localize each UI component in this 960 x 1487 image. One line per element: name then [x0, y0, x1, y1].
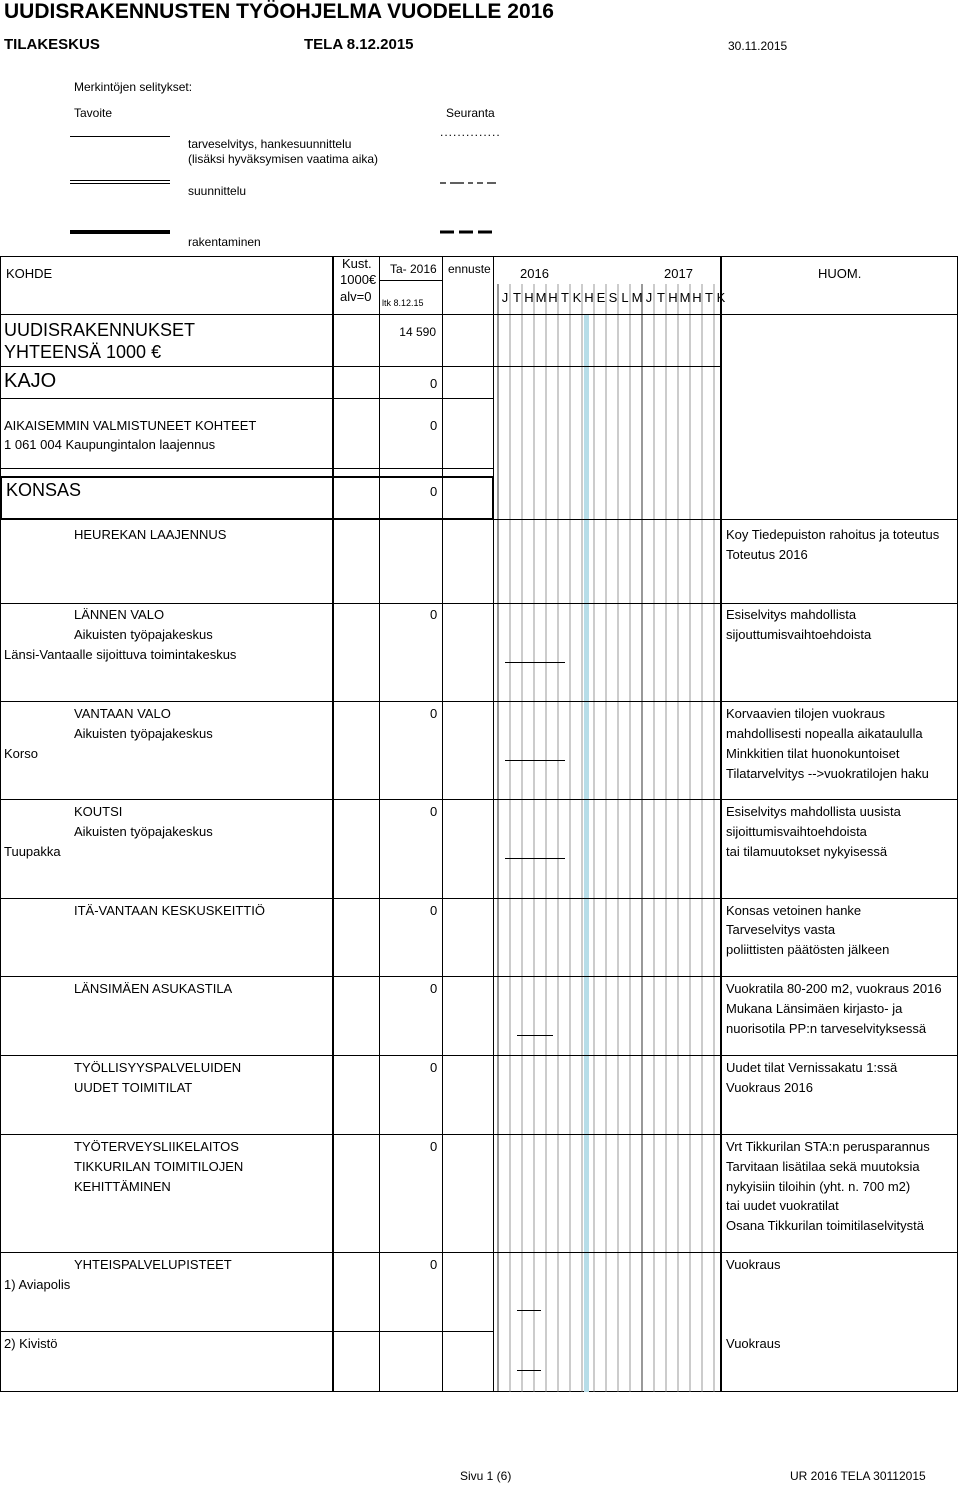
project-note: Tilatarvelvitys -->vuokratilojen haku [726, 766, 929, 781]
project-note: Mukana Länsimäen kirjasto- ja [726, 1001, 903, 1016]
row-sep-6 [0, 1055, 958, 1056]
legend-line-planning-study [70, 136, 170, 137]
project-title: TYÖTERVEYSLIIKELAITOS [74, 1139, 239, 1154]
project-note: Esiselvitys mahdollista [726, 607, 857, 622]
project-subtitle: Aikuisten työpajakeskus [74, 627, 213, 642]
project-note: Vuokraus [726, 1336, 781, 1351]
schedule-bar-study [505, 858, 565, 859]
row-sep-2 [0, 701, 958, 702]
project-location: Korso [4, 746, 38, 761]
document-ref: UR 2016 TELA 30112015 [790, 1469, 926, 1483]
col-sep-kohde [332, 256, 334, 1392]
legend-tracking: Seuranta [446, 106, 495, 120]
project-value: 0 [430, 607, 438, 622]
project-note: Vuokraus 2016 [726, 1080, 813, 1095]
project-value: 0 [430, 1139, 438, 1154]
legend-item1-line1: tarveselvitys, hankesuunnittelu [188, 137, 352, 151]
project-note: sijoittumisvaihtoehdoista [726, 824, 867, 839]
row-sep-kivisto [0, 1331, 494, 1332]
earlier-item: 1 061 004 Kaupungintalon laajennus [4, 437, 216, 452]
project-note: Vuokratila 80-200 m2, vuokraus 2016 [726, 981, 942, 996]
project-value: 0 [430, 1060, 438, 1075]
summary-title-line2: YHTEENSÄ 1000 € [4, 342, 162, 362]
col-header-huom: HUOM. [818, 266, 862, 281]
month-label: L [621, 290, 629, 305]
project-note: mahdollisesti nopealla aikataululla [726, 726, 923, 741]
earlier-label: AIKAISEMMIN VALMISTUNEET KOHTEET [4, 418, 257, 433]
project-subtitle: 2) Kivistö [4, 1336, 58, 1351]
month-label: E [596, 290, 606, 305]
col-header-ennuste: ennuste [448, 262, 491, 276]
earlier-bottom-line [0, 468, 494, 469]
project-note: Osana Tikkurilan toimitilaselvitystä [726, 1218, 924, 1233]
project-value: 0 [430, 1257, 438, 1272]
month-label: T [705, 290, 713, 305]
month-label: S [608, 290, 618, 305]
legend-title: Merkintöjen selitykset: [74, 80, 193, 94]
row-sep-5 [0, 976, 958, 977]
kajo-bottom-line [0, 398, 494, 399]
project-title: LÄNNEN VALO [74, 607, 165, 622]
project-title: YHTEISPALVELUPISTEET [74, 1257, 232, 1272]
project-subtitle: UUDET TOIMITILAT [74, 1080, 193, 1095]
legend-line-construction [70, 230, 170, 234]
project-note: Tarveselvitys vasta [726, 922, 836, 937]
project-note: Uudet tilat Vernissakatu 1:ssä [726, 1060, 898, 1075]
earlier-value: 0 [430, 418, 438, 433]
schedule-bar-study [517, 1310, 541, 1311]
project-subtitle: Aikuisten työpajakeskus [74, 824, 213, 839]
col-sep-ta [442, 256, 443, 1392]
project-location: Tuupakka [4, 844, 61, 859]
project-subtitle: KEHITTÄMINEN [74, 1179, 171, 1194]
project-subtitle: Aikuisten työpajakeskus [74, 726, 213, 741]
summary-bottom-line [0, 366, 722, 367]
month-label: T [657, 290, 665, 305]
project-title: LÄNSIMÄEN ASUKASTILA [74, 981, 233, 996]
project-value: 0 [430, 804, 438, 819]
project-note: tai uudet vuokratilat [726, 1198, 839, 1213]
month-label: H [548, 290, 558, 305]
month-label: H [692, 290, 702, 305]
project-value: 0 [430, 903, 438, 918]
legend-line-design-top [70, 180, 170, 181]
project-note: Vuokraus [726, 1257, 781, 1272]
month-label: T [561, 290, 569, 305]
document-title: UUDISRAKENNUSTEN TYÖOHJELMA VUODELLE 2016 [4, 0, 554, 23]
unit-label: TILAKESKUS [4, 36, 100, 53]
project-note: tai tilamuutokset nykyisessä [726, 844, 888, 859]
ta-sep-line [380, 280, 443, 281]
project-note: Tarvitaan lisätilaa sekä muutoksia [726, 1159, 920, 1174]
month-label: K [572, 290, 582, 305]
project-subtitle: TIKKURILAN TOIMITILOJEN [74, 1159, 244, 1174]
kajo-label: KAJO [4, 370, 57, 392]
legend-thick-dashed-marker [440, 229, 496, 235]
project-title: ITÄ-VANTAAN KESKUSKEITTIÖ [74, 903, 265, 918]
schedule-bar-study [505, 662, 565, 663]
document-date: 30.11.2015 [728, 39, 788, 53]
konsas-value: 0 [430, 484, 438, 499]
row-sep-8 [0, 1252, 958, 1253]
page-number: Sivu 1 (6) [460, 1469, 512, 1483]
legend-target: Tavoite [74, 106, 113, 120]
schedule-bar-study [517, 1035, 553, 1036]
month-label: H [524, 290, 534, 305]
schedule-bar-study [505, 760, 565, 761]
project-note: Toteutus 2016 [726, 547, 808, 562]
month-label: H [668, 290, 678, 305]
project-title: KOUTSI [74, 804, 123, 819]
month-label: K [716, 290, 726, 305]
summary-total: 14 590 [399, 325, 436, 339]
current-month-highlight [584, 314, 589, 1392]
month-label: J [645, 290, 653, 305]
month-label: T [513, 290, 521, 305]
legend-item1-line2: (lisäksi hyväksymisen vaatima aika) [188, 152, 379, 166]
konsas-label: KONSAS [6, 480, 82, 500]
project-location: Länsi-Vantaalle sijoittuva toimintakeskus [4, 647, 237, 662]
col-header-kust-3: alv=0 [340, 289, 372, 304]
schedule-bar-study [517, 1370, 541, 1371]
project-note: Vrt Tikkurilan STA:n perusparannus [726, 1139, 930, 1154]
col-header-kust-2: 1000€ [340, 272, 377, 287]
project-title: TYÖLLISYYSPALVELUIDEN [74, 1060, 242, 1075]
legend-dashed-marker [440, 180, 496, 186]
project-note: nykyisiin tiloihin (yht. n. 700 m2) [726, 1179, 911, 1194]
project-value: 0 [430, 981, 438, 996]
row-sep-4 [0, 898, 958, 899]
project-note: sijouttumisvaihtoehdoista [726, 627, 872, 642]
project-note: nuorisotila PP:n tarveselvityksessä [726, 1021, 927, 1036]
month-label: M [679, 290, 691, 305]
col-header-kohde: KOHDE [6, 266, 53, 281]
project-subtitle: 1) Aviapolis [4, 1277, 71, 1292]
col-header-ltk: ltk 8.12.15 [382, 298, 424, 308]
konsas-right-line [494, 519, 958, 520]
col-header-year-2016: 2016 [520, 266, 549, 281]
col-sep-kust [379, 256, 380, 1392]
project-note: poliittisten päätösten jälkeen [726, 942, 890, 957]
summary-title-line1: UUDISRAKENNUKSET [4, 320, 196, 340]
project-note: Konsas vetoinen hanke [726, 903, 862, 918]
row-sep-3 [0, 799, 958, 800]
project-note: Koy Tiedepuiston rahoitus ja toteutus [726, 527, 940, 542]
month-label: H [584, 290, 594, 305]
month-grid [494, 256, 721, 1392]
legend-item2: suunnittelu [188, 184, 247, 198]
tela-label: TELA 8.12.2015 [304, 36, 414, 53]
row-sep-7 [0, 1134, 958, 1135]
col-header-kust-1: Kust. [342, 256, 372, 271]
month-label: J [501, 290, 509, 305]
project-title: VANTAAN VALO [74, 706, 171, 721]
project-note: Esiselvitys mahdollista uusista [726, 804, 901, 819]
legend-item3: rakentaminen [188, 235, 261, 249]
kajo-value: 0 [430, 376, 438, 391]
legend-dotted-marker: .............. [440, 125, 501, 139]
header-bottom-line [0, 314, 958, 315]
col-header-year-2017: 2017 [664, 266, 693, 281]
project-value: 0 [430, 706, 438, 721]
legend-line-design-bottom [70, 183, 170, 184]
month-label: M [631, 290, 643, 305]
project-title: HEUREKAN LAAJENNUS [74, 527, 227, 542]
project-note: Minkkitien tilat huonokuntoiset [726, 746, 900, 761]
month-label: M [535, 290, 547, 305]
col-header-ta: Ta- 2016 [390, 262, 437, 276]
project-note: Korvaavien tilojen vuokraus [726, 706, 885, 721]
row-sep-1 [0, 603, 958, 604]
